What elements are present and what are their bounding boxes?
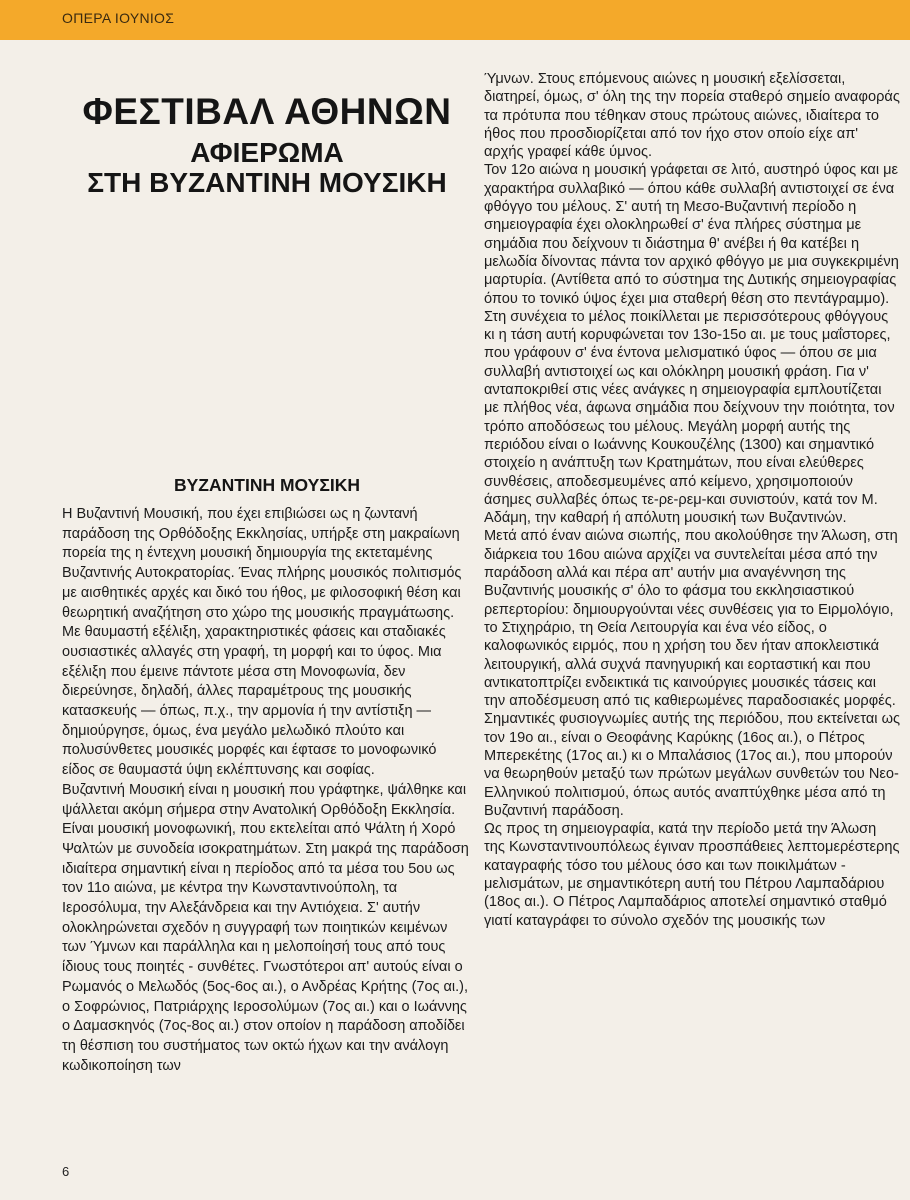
left-column bbox=[62, 505, 472, 1076]
body-paragraph: Τον 12ο αιώνα η μουσική γράφεται σε λιτό, αυστηρό ύφος και με χαρακτήρα συλλαβικό — όπου κάθε συλλαβή αντιστοιχεί σε ένα φθόγγο του μέλους. Σ' αυτή τη Μεσο-Βυζαντινή περίοδο η σημειογραφία έχει ολοκληρωθεί σ' ένα πλήρες σύστημα με σημάδια που δείχνουν τι διάστημα θ' ανέβει ή θα κατέβει η μελωδία δίνοντας πάντα τον αρχικό φθόγγο με μια συγκεκριμένη μαρτυρία. (Αντίθετα από το σύστημα της Δυτικής σημειογραφίας όπου το τονικό ύψος έχει μια σταθερή θέση στο πεντάγραμμο). Στη συνέχεια το μέλος ποικίλλεται με περισσότερους φθόγγους κι η τάση αυτή κορυφώνεται τον 13ο-15ο αι. με τους μαΐστορες, που γράφουν σ' ένα έντονα μελισματικό ύφος — όπου σε μια συλλαβή αντιστοιχεί ως και ολόκληρη μουσική φράση. Για ν' ανταποκριθεί στις νέες ανάγκες η σημειογραφία εμπλουτίζεται με πλήθος νέα, άφωνα σημάδια που δείχνουν την ποιότητα, τον τρόπο αποδόσεως του μέλους. Μεγάλη μορφή αυτής της περιόδου είναι ο Ιωάννης Κουκουζέλης (1300) και σημαντικό στοιχείο η ανάπτυξη των Κρατημάτων, που είναι ελεύθερες συνθέσεις, αποδεσμευμένες από κείμενο, χρησιμοποιούν άσημες συλλαβές όπως τε-ρε-ρεμ-και συνιστούν, κατά τον Μ. Αδάμη, την καθαρή ή απόλυτη μουσική των Βυζαντινών. bbox=[484, 162, 899, 527]
subtitle-line-2: ΣΤΗ ΒΥΖΑΝΤΙΝΗ ΜΟΥΣΙΚΗ bbox=[87, 167, 447, 198]
subtitle-line-1: ΑΦΙΕΡΩΜΑ bbox=[190, 137, 344, 168]
body-paragraph: Η Βυζαντινή Μουσική, που έχει επιβιώσει ως η ζωντανή παράδοση της Ορθόδοξης Εκκλησίας, υπήρξε στη μακραίωνη πορεία της η έντεχνη μουσική δημιουργία της εκτεταμένης Βυζαντινής Αυτοκρατορίας. Ένας πλήρης μουσικός πολιτισμός με αισθητικές αρχές και δικό του ήθος, με φιλοσοφική θέση και θεωρητική αναζήτηση στο χώρο της μουσικής πραγμάτωσης. Με θαυμαστή εξέλιξη, χαρακτηριστικές φάσεις και σταδιακές ουσιαστικές αλλαγές στη γραφή, τη μορφή και το ύφος. Μια εξέλιξη που έμεινε πάντοτε μέσα στη Μονοφωνία, δεν διερεύνησε, δηλαδή, άλλες παραμέτρους της μουσικής κατασκευής — όπως, π.χ., την αρμονία ή την αντίστιξη — δημιούργησε, όμως, ένα μεγάλο μελωδικό πλούτο και πολυσύνθετες μουσικές μορφές και έφτασε το μονοφωνικό είδος σε θαυμαστά ύψη εκλέπτυνσης και σοφίας. bbox=[62, 506, 462, 779]
section-label: ΟΠΕΡΑ ΙΟΥΝΙΟΣ bbox=[62, 10, 175, 26]
article-subtitle bbox=[62, 138, 472, 198]
body-paragraph: Μετά από έναν αιώνα σιωπής, που ακολούθησε την Άλωση, στη διάρκεια του 16ου αιώνα αρχίζει να συντελείται μέσα από την παράδοση αλλά και πέρα απ' αυτήν μια αναγέννηση της Βυζαντινής μουσικής σ' όλο το φάσμα του εκκλησιαστικού ρεπερτορίου: δημιουργούνται νέες συνθέσεις για το Ειρμολόγιο, το Στιχηράριο, τη Θεία Λειτουργία και ένα νέο είδος, ο καλοφωνικός ειρμός, που η χρήση του δεν ήταν αποκλειστικά λειτουργική, αλλά συχνά πανηγυρική και εορταστική και που αντικατοπτρίζει ενδεικτικά τις καινούργιες μουσικές τάσεις και την αποδέσμευση από τις καθιερωμένες παραδοσιακές μορφές. Σημαντικές φυσιογνωμίες αυτής της περιόδου, που εκτείνεται ως τον 19ο αι., είναι ο Θεοφάνης Καρύκης (16ος αι.), ο Πέτρος Μπερεκέτης (17ος αι.) κι ο Μπαλάσιος (17ος αι.), που μπορούν να θεωρηθούν μεταξύ των πρώτων μεγάλων συνθετών του Νεο-Ελληνικού πολιτισμού, όπως αυτός αναπτύχθηκε μέσα από τη Βυζαντινή παράδοση. bbox=[484, 528, 900, 819]
right-column bbox=[484, 70, 900, 930]
article-title: ΦΕΣΤΙΒΑΛ ΑΘΗΝΩΝ bbox=[82, 90, 452, 132]
body-paragraph: Ως προς τη σημειογραφία, κατά την περίοδο μετά την Άλωση της Κωνσταντινουπόλεως έγιναν προσπάθειες λεπτομερέστερης καταγραφής τόσο του μέλους όσο και των ποικιλμάτων - μελισμάτων, με σημαντικότερη αυτή του Πέτρου Λαμπαδάριου (18ος αι.). Ο Πέτρος Λαμπαδάριος αποτελεί σημαντικό σταθμό γιατί καταγράφει το σύνολο σχεδόν της μουσικής των bbox=[484, 821, 900, 929]
body-paragraph: Ύμνων. Στους επόμενους αιώνες η μουσική εξελίσσεται, διατηρεί, όμως, σ' όλη της την πορεία σταθερό σημείο αναφοράς τα πρότυπα που τέθηκαν στους πρώτους αιώνες, ιδιαίτερα το ήθος που προσδιορίζεται από τον ήχο στον οποίο είχε απ' αρχής γραφεί κάθε ύμνος. bbox=[484, 71, 900, 161]
section-heading: ΒΥΖΑΝΤΙΝΗ ΜΟΥΣΙΚΗ bbox=[174, 474, 360, 495]
page-number: 6 bbox=[62, 1164, 70, 1179]
body-paragraph: Βυζαντινή Μουσική είναι η μουσική που γράφτηκε, ψάλθηκε και ψάλλεται ακόμη σήμερα στην Ανατολική Ορθόδοξη Εκκλησία. Είναι μουσική μονοφωνική, που εκτελείται από Ψάλτη ή Χορό Ψαλτών με συνοδεία ισοκρατημάτων. Στη μακρά της παράδοση ιδιαίτερα σημαντική είναι η περίοδος από τα μέσα του 5ου ως τον 11ο αιώνα, με κέντρα την Κωνσταντινούπολη, τα Ιεροσόλυμα, την Αλεξάνδρεια και την Αντιόχεια. Σ' αυτήν ολοκληρώνεται σχεδόν η συγγραφή των ποιητικών κειμένων των Ύμνων και παράλληλα και η μελοποίησή τους από τους ίδιους τους ποιητές - συνθέτες. Γνωστότεροι απ' αυτούς είναι ο Ρωμανός ο Μελωδός (5ος-6ος αι.), ο Ανδρέας Κρήτης (7ος αι.), ο Σοφρώνιος, Πατριάρχης Ιεροσολύμων (7ος αι.) και ο Ιωάννης ο Δαμασκηνός (7ος-8ος αι.) στον οποίον η παράδοση αποδίδει τη θέσπιση του συστήματος των οκτώ ήχων και την ανάλογη κωδικοποίηση των bbox=[62, 781, 469, 1074]
